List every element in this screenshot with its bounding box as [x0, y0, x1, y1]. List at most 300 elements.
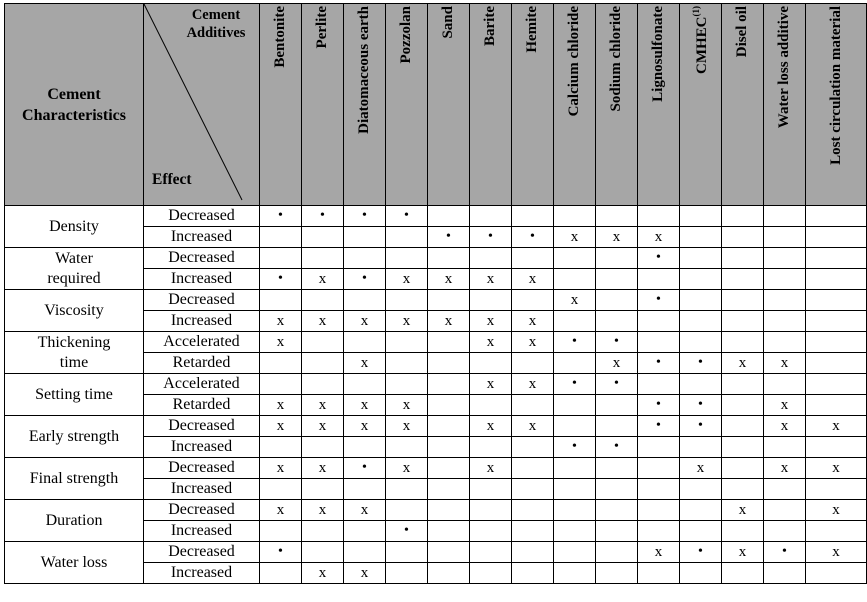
effect-mark-cell	[764, 206, 806, 227]
table-row	[5, 374, 867, 395]
effect-mark-cell	[680, 563, 722, 584]
effect-mark-cell	[554, 458, 596, 479]
effect-mark-cell	[512, 353, 554, 374]
effect-mark-cell: •	[344, 206, 386, 227]
effect-cell: Increased	[144, 479, 260, 500]
effect-mark-cell: x	[470, 458, 512, 479]
effect-mark-cell	[302, 542, 344, 563]
effect-mark-cell	[596, 500, 638, 521]
effect-mark-cell	[470, 353, 512, 374]
effect-mark-cell	[428, 479, 470, 500]
effect-mark-cell: x	[596, 227, 638, 248]
effect-mark-cell	[722, 563, 764, 584]
additive-label	[398, 6, 415, 64]
characteristic-early-strength: Early strength	[5, 416, 144, 458]
effect-mark-cell	[554, 416, 596, 437]
additive-header-lignosulfonate	[638, 4, 680, 206]
effect-mark-cell	[512, 206, 554, 227]
effect-mark-cell	[638, 206, 680, 227]
additive-header-sodium-chloride	[596, 4, 638, 206]
effect-cell: Decreased	[144, 248, 260, 269]
effect-mark-cell: •	[512, 227, 554, 248]
effect-mark-cell: x	[344, 311, 386, 332]
effect-mark-cell	[386, 332, 428, 353]
effect-mark-cell	[470, 437, 512, 458]
effect-mark-cell	[596, 416, 638, 437]
effect-mark-cell: •	[428, 227, 470, 248]
effect-mark-cell	[764, 437, 806, 458]
effect-cell: Decreased	[144, 500, 260, 521]
effect-mark-cell: •	[344, 269, 386, 290]
effect-mark-cell: •	[638, 248, 680, 269]
table-row	[5, 332, 867, 353]
effect-mark-cell	[512, 458, 554, 479]
effect-mark-cell	[554, 479, 596, 500]
table-row	[5, 290, 867, 311]
effect-mark-cell	[596, 563, 638, 584]
effect-mark-cell	[680, 311, 722, 332]
effect-mark-cell: x	[512, 311, 554, 332]
effect-mark-cell	[806, 227, 867, 248]
effect-mark-cell	[554, 500, 596, 521]
effect-mark-cell: x	[470, 374, 512, 395]
effect-mark-cell	[764, 269, 806, 290]
effect-mark-cell: x	[302, 500, 344, 521]
cement-additives-table	[4, 3, 867, 584]
additive-label-text: Pozzolan	[398, 6, 414, 64]
effect-mark-cell	[680, 479, 722, 500]
effect-mark-cell: x	[806, 416, 867, 437]
effect-mark-cell: x	[302, 563, 344, 584]
effect-mark-cell	[680, 332, 722, 353]
additive-header-calcium-chloride	[554, 4, 596, 206]
effect-mark-cell	[512, 479, 554, 500]
effect-mark-cell	[764, 248, 806, 269]
effect-mark-cell: •	[386, 521, 428, 542]
effect-mark-cell: x	[428, 311, 470, 332]
footnote-marker: (1)	[690, 6, 701, 17]
effect-mark-cell	[806, 311, 867, 332]
effect-mark-cell	[722, 269, 764, 290]
effect-mark-cell: x	[680, 458, 722, 479]
effect-mark-cell	[470, 248, 512, 269]
additive-label	[691, 6, 711, 74]
effect-mark-cell	[386, 500, 428, 521]
effect-mark-cell: x	[722, 353, 764, 374]
effect-mark-cell	[386, 437, 428, 458]
additive-header-hemite	[512, 4, 554, 206]
effect-mark-cell	[806, 395, 867, 416]
effect-mark-cell	[638, 374, 680, 395]
additive-label-text: Barite	[482, 6, 498, 46]
effect-mark-cell	[764, 521, 806, 542]
effect-mark-cell	[722, 479, 764, 500]
effect-mark-cell: x	[344, 416, 386, 437]
effect-mark-cell: x	[512, 374, 554, 395]
effect-mark-cell	[344, 521, 386, 542]
effect-mark-cell: x	[386, 311, 428, 332]
effect-mark-cell: •	[302, 206, 344, 227]
additive-header-disel-oil	[722, 4, 764, 206]
effect-mark-cell	[722, 206, 764, 227]
effect-cell: Increased	[144, 311, 260, 332]
additive-label-text: Perlite	[314, 6, 330, 49]
table-row	[5, 416, 867, 437]
effect-mark-cell	[722, 437, 764, 458]
effect-mark-cell: x	[806, 542, 867, 563]
table-row	[5, 458, 867, 479]
effect-mark-cell	[470, 395, 512, 416]
effect-mark-cell	[428, 395, 470, 416]
effect-cell: Decreased	[144, 542, 260, 563]
additive-label	[272, 6, 289, 68]
effect-mark-cell: •	[680, 395, 722, 416]
effect-mark-cell: x	[596, 353, 638, 374]
effect-mark-cell: x	[764, 395, 806, 416]
effect-mark-cell	[554, 311, 596, 332]
effect-mark-cell: •	[680, 416, 722, 437]
additive-label	[608, 6, 625, 111]
effect-mark-cell	[680, 374, 722, 395]
additive-label	[650, 6, 667, 102]
effect-cell: Increased	[144, 227, 260, 248]
effect-cell: Decreased	[144, 206, 260, 227]
effect-mark-cell	[344, 332, 386, 353]
additive-label-text: Water loss additive	[776, 6, 792, 129]
effect-mark-cell	[764, 479, 806, 500]
effect-mark-cell: •	[638, 395, 680, 416]
effect-mark-cell: x	[344, 395, 386, 416]
effect-mark-cell	[428, 458, 470, 479]
effect-mark-cell	[722, 395, 764, 416]
effect-mark-cell: x	[260, 500, 302, 521]
effect-mark-cell	[512, 248, 554, 269]
effect-mark-cell: x	[344, 563, 386, 584]
additive-header-lost-circulation-material	[806, 4, 867, 206]
effect-mark-cell: x	[302, 269, 344, 290]
additive-header-sand	[428, 4, 470, 206]
additive-header-cmhec	[680, 4, 722, 206]
effect-mark-cell	[764, 563, 806, 584]
effect-mark-cell: x	[806, 500, 867, 521]
effect-mark-cell	[344, 227, 386, 248]
additive-header-water-loss-additive	[764, 4, 806, 206]
effect-mark-cell: •	[386, 206, 428, 227]
effect-mark-cell: •	[638, 353, 680, 374]
effect-mark-cell	[260, 353, 302, 374]
effect-mark-cell	[596, 311, 638, 332]
effect-mark-cell	[302, 290, 344, 311]
additive-header-barite	[470, 4, 512, 206]
effect-mark-cell	[722, 248, 764, 269]
effect-mark-cell	[260, 227, 302, 248]
table-body	[5, 206, 867, 584]
effect-cell: Increased	[144, 521, 260, 542]
additive-label	[482, 6, 499, 46]
additive-label	[356, 6, 373, 134]
effect-mark-cell	[638, 269, 680, 290]
effect-mark-cell	[554, 542, 596, 563]
effect-mark-cell	[386, 353, 428, 374]
effect-mark-cell	[428, 500, 470, 521]
effect-mark-cell	[554, 395, 596, 416]
effect-mark-cell: x	[764, 458, 806, 479]
effect-cell: Accelerated	[144, 332, 260, 353]
effect-mark-cell: x	[344, 353, 386, 374]
effect-mark-cell	[680, 521, 722, 542]
additive-label	[828, 6, 845, 165]
additive-label-text: Hemite	[524, 6, 540, 53]
effect-mark-cell	[596, 521, 638, 542]
effect-mark-cell	[680, 206, 722, 227]
effect-mark-cell	[638, 500, 680, 521]
effect-mark-cell	[302, 437, 344, 458]
effect-mark-cell: x	[554, 227, 596, 248]
effect-mark-cell: •	[470, 227, 512, 248]
effect-mark-cell	[596, 269, 638, 290]
table-row	[5, 500, 867, 521]
effect-mark-cell	[722, 458, 764, 479]
effect-mark-cell	[512, 521, 554, 542]
effect-cell: Retarded	[144, 353, 260, 374]
effect-mark-cell: x	[386, 269, 428, 290]
additive-label-text: Sand	[440, 6, 456, 39]
effect-mark-cell	[344, 542, 386, 563]
effect-cell: Retarded	[144, 395, 260, 416]
effect-cell: Increased	[144, 269, 260, 290]
effect-mark-cell	[428, 521, 470, 542]
effect-mark-cell	[680, 500, 722, 521]
additive-label	[440, 6, 457, 39]
effect-mark-cell: •	[554, 332, 596, 353]
effect-mark-cell	[512, 563, 554, 584]
effect-mark-cell	[470, 206, 512, 227]
table-row	[5, 248, 867, 269]
effect-cell: Increased	[144, 563, 260, 584]
additive-header-diatomaceous-earth	[344, 4, 386, 206]
additive-header-bentonite	[260, 4, 302, 206]
characteristic-density: Density	[5, 206, 144, 248]
effect-mark-cell	[764, 332, 806, 353]
effect-mark-cell	[722, 332, 764, 353]
effect-mark-cell	[638, 563, 680, 584]
effect-mark-cell	[302, 479, 344, 500]
effect-mark-cell: x	[302, 458, 344, 479]
additives-header-label: Cement Additives	[186, 7, 246, 41]
effect-mark-cell	[428, 290, 470, 311]
effect-mark-cell: x	[260, 395, 302, 416]
effect-mark-cell	[764, 227, 806, 248]
characteristic-viscosity: Viscosity	[5, 290, 144, 332]
effect-mark-cell: x	[470, 311, 512, 332]
effect-mark-cell: x	[386, 395, 428, 416]
effect-mark-cell	[596, 395, 638, 416]
characteristic-water-required: Water required	[5, 248, 144, 290]
effect-mark-cell: x	[722, 500, 764, 521]
effect-mark-cell: x	[512, 269, 554, 290]
effect-mark-cell	[806, 479, 867, 500]
additive-label	[776, 6, 793, 128]
effect-mark-cell	[386, 248, 428, 269]
effect-mark-cell: x	[764, 416, 806, 437]
effect-mark-cell	[302, 521, 344, 542]
additive-label	[734, 6, 751, 57]
effect-mark-cell: •	[554, 437, 596, 458]
effect-mark-cell	[722, 227, 764, 248]
effect-mark-cell	[470, 521, 512, 542]
effect-mark-cell	[722, 521, 764, 542]
effect-mark-cell	[344, 437, 386, 458]
effect-mark-cell	[764, 290, 806, 311]
effect-mark-cell	[680, 269, 722, 290]
effect-mark-cell	[428, 332, 470, 353]
effect-mark-cell: •	[344, 458, 386, 479]
effect-mark-cell	[344, 479, 386, 500]
effect-mark-cell	[806, 437, 867, 458]
effect-mark-cell: x	[722, 542, 764, 563]
effect-mark-cell	[806, 353, 867, 374]
effect-mark-cell: x	[344, 500, 386, 521]
effect-mark-cell	[428, 374, 470, 395]
effect-mark-cell	[806, 269, 867, 290]
effect-mark-cell: •	[638, 416, 680, 437]
additive-label-text: Lost circulation material	[827, 6, 844, 165]
effect-mark-cell	[596, 458, 638, 479]
additive-label-text: Bentonite	[272, 6, 288, 68]
effect-mark-cell: •	[764, 542, 806, 563]
additive-label-text: Disel oil	[734, 6, 750, 58]
effect-mark-cell	[302, 227, 344, 248]
effect-mark-cell: x	[638, 227, 680, 248]
effect-mark-cell	[512, 437, 554, 458]
characteristic-final-strength: Final strength	[5, 458, 144, 500]
effect-mark-cell	[470, 563, 512, 584]
effect-mark-cell: •	[554, 374, 596, 395]
effect-mark-cell	[512, 290, 554, 311]
additive-label-text: Sodium chloride	[608, 6, 624, 112]
additive-label	[524, 6, 541, 53]
effect-mark-cell	[302, 353, 344, 374]
effect-mark-cell: •	[260, 542, 302, 563]
table-row	[5, 542, 867, 563]
effect-mark-cell	[428, 542, 470, 563]
effect-mark-cell	[806, 563, 867, 584]
effect-mark-cell: x	[260, 416, 302, 437]
table-row	[5, 206, 867, 227]
effect-mark-cell	[596, 290, 638, 311]
additive-label-text: CMHEC	[693, 16, 710, 74]
effect-mark-cell	[344, 290, 386, 311]
effect-mark-cell	[638, 437, 680, 458]
effect-mark-cell	[764, 311, 806, 332]
characteristic-duration: Duration	[5, 500, 144, 542]
effect-mark-cell: x	[260, 311, 302, 332]
effect-cell: Accelerated	[144, 374, 260, 395]
effect-mark-cell	[638, 479, 680, 500]
additive-label	[314, 6, 331, 48]
effect-mark-cell	[260, 563, 302, 584]
effect-mark-cell	[302, 374, 344, 395]
effect-mark-cell: x	[260, 458, 302, 479]
effect-mark-cell: •	[680, 353, 722, 374]
effect-mark-cell: •	[260, 269, 302, 290]
effect-mark-cell	[596, 479, 638, 500]
effect-mark-cell: x	[512, 332, 554, 353]
effect-mark-cell	[764, 500, 806, 521]
effect-mark-cell	[386, 290, 428, 311]
effect-mark-cell: x	[386, 416, 428, 437]
additive-header-pozzolan	[386, 4, 428, 206]
effect-mark-cell	[260, 521, 302, 542]
effect-mark-cell	[260, 437, 302, 458]
characteristic-thickening-time: Thickening time	[5, 332, 144, 374]
effect-mark-cell: •	[596, 374, 638, 395]
effect-mark-cell	[554, 248, 596, 269]
effect-mark-cell	[470, 479, 512, 500]
effect-mark-cell	[470, 500, 512, 521]
effect-mark-cell	[806, 374, 867, 395]
effect-mark-cell: •	[260, 206, 302, 227]
effect-mark-cell	[680, 290, 722, 311]
effect-mark-cell: x	[428, 269, 470, 290]
effect-mark-cell	[806, 206, 867, 227]
effect-mark-cell	[386, 374, 428, 395]
corner-header	[144, 4, 260, 206]
effect-mark-cell	[638, 311, 680, 332]
effect-mark-cell	[638, 332, 680, 353]
effect-mark-cell: x	[512, 416, 554, 437]
effect-mark-cell	[764, 374, 806, 395]
effect-mark-cell	[680, 227, 722, 248]
effect-mark-cell	[512, 500, 554, 521]
effect-mark-cell	[428, 206, 470, 227]
effect-mark-cell: x	[806, 458, 867, 479]
effect-mark-cell: x	[302, 416, 344, 437]
effect-mark-cell	[722, 311, 764, 332]
effect-mark-cell	[512, 542, 554, 563]
effect-mark-cell: x	[302, 395, 344, 416]
effect-mark-cell	[722, 290, 764, 311]
effect-mark-cell	[470, 290, 512, 311]
characteristics-header	[5, 4, 144, 206]
additive-label-text: Lignosulfonate	[650, 6, 666, 102]
effect-mark-cell	[806, 332, 867, 353]
effect-mark-cell	[554, 269, 596, 290]
effect-mark-cell	[260, 290, 302, 311]
effect-mark-cell	[722, 374, 764, 395]
characteristic-setting-time: Setting time	[5, 374, 144, 416]
effect-mark-cell	[554, 206, 596, 227]
effect-mark-cell	[386, 479, 428, 500]
effect-mark-cell	[260, 248, 302, 269]
additive-label	[566, 6, 583, 116]
effect-mark-cell	[806, 521, 867, 542]
effect-cell: Decreased	[144, 290, 260, 311]
effect-mark-cell	[596, 206, 638, 227]
effect-mark-cell	[596, 248, 638, 269]
effect-mark-cell	[554, 521, 596, 542]
effect-mark-cell	[638, 521, 680, 542]
effect-mark-cell	[302, 248, 344, 269]
effect-mark-cell: •	[596, 437, 638, 458]
effect-mark-cell	[428, 353, 470, 374]
effect-mark-cell	[806, 290, 867, 311]
effect-mark-cell	[428, 437, 470, 458]
effect-cell: Increased	[144, 437, 260, 458]
effect-mark-cell: x	[260, 332, 302, 353]
effect-mark-cell: x	[302, 311, 344, 332]
effect-mark-cell: x	[554, 290, 596, 311]
